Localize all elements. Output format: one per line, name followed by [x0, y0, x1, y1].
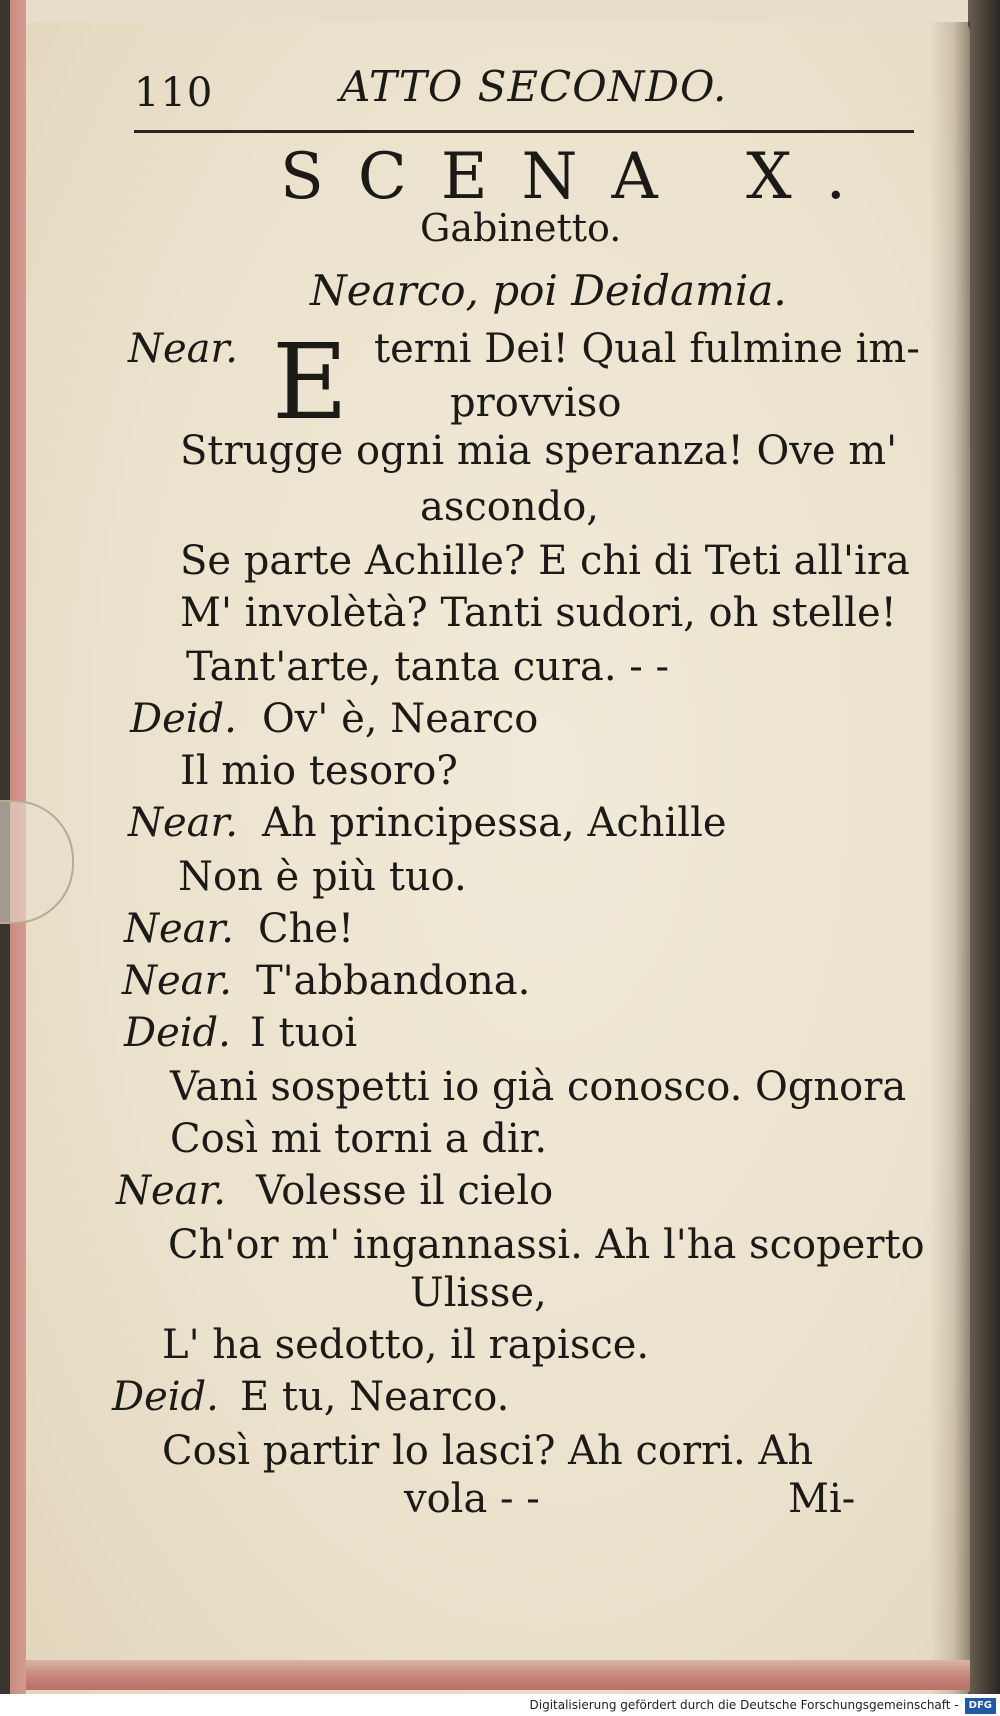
speaker-label: Deid.	[112, 1374, 219, 1420]
verse-line: T'abbandona.	[256, 958, 531, 1004]
speaker-label: Near.	[122, 958, 232, 1004]
verse-line: vola - -	[404, 1476, 540, 1522]
verse-line: terni Dei! Qual fulmine im-	[374, 326, 920, 372]
running-title: ATTO SECONDO.	[340, 62, 728, 111]
page-bottom-edge	[26, 1660, 970, 1690]
speaker-label: Near.	[116, 1168, 226, 1214]
book-edge	[968, 0, 1000, 1716]
verse-line: Ov' è, Nearco	[262, 696, 539, 742]
verse-line: Non è più tuo.	[178, 854, 467, 900]
scene-characters: Nearco, poi Deidamia.	[310, 266, 787, 315]
header-rule	[134, 130, 914, 133]
verse-line: Ch'or m' ingannassi. Ah l'ha scoperto	[168, 1222, 925, 1268]
scene-title: SCENA X.	[280, 140, 880, 214]
dfg-logo: DFG	[965, 1698, 996, 1714]
speaker-label: Deid.	[130, 696, 237, 742]
verse-line: Volesse il cielo	[256, 1168, 554, 1214]
speaker-label: Near.	[128, 800, 238, 846]
verse-line: Strugge ogni mia speranza! Ove m'	[180, 428, 898, 474]
speaker-label: Near.	[128, 326, 238, 372]
speaker-label: Near.	[124, 906, 234, 952]
verse-line: Tant'arte, tanta cura. - -	[186, 644, 670, 690]
verse-line: Ah principessa, Achille	[262, 800, 727, 846]
catchword: Mi-	[788, 1476, 856, 1522]
verse-line: Così partir lo lasci? Ah corri. Ah	[162, 1428, 814, 1474]
drop-capital: E	[272, 321, 348, 443]
verse-line: provviso	[450, 380, 622, 426]
verse-line: I tuoi	[250, 1010, 358, 1056]
speaker-label: Deid.	[124, 1010, 231, 1056]
verse-line: E tu, Nearco.	[240, 1374, 510, 1420]
verse-line: Il mio tesoro?	[180, 748, 458, 794]
page-number: 110	[134, 70, 214, 116]
page-gutter-shadow	[930, 22, 970, 1694]
verse-line: Ulisse,	[410, 1270, 547, 1316]
digitization-footer	[0, 1694, 1000, 1716]
verse-line: Così mi torni a dir.	[170, 1116, 548, 1162]
verse-line: Che!	[258, 906, 355, 952]
verse-line: Se parte Achille? E chi di Teti all'ira	[180, 538, 910, 584]
verse-line: Vani sospetti io già conosco. Ognora	[170, 1064, 907, 1110]
scene-setting: Gabinetto.	[420, 206, 622, 250]
verse-line: ascondo,	[420, 484, 600, 530]
verse-line: L' ha sedotto, il rapisce.	[162, 1322, 650, 1368]
footer-text: Digitalisierung gefördert durch die Deutsche Forschungsgemeinschaft -	[529, 1698, 959, 1712]
verse-line: M' involètà? Tanti sudori, oh stelle!	[180, 590, 897, 636]
